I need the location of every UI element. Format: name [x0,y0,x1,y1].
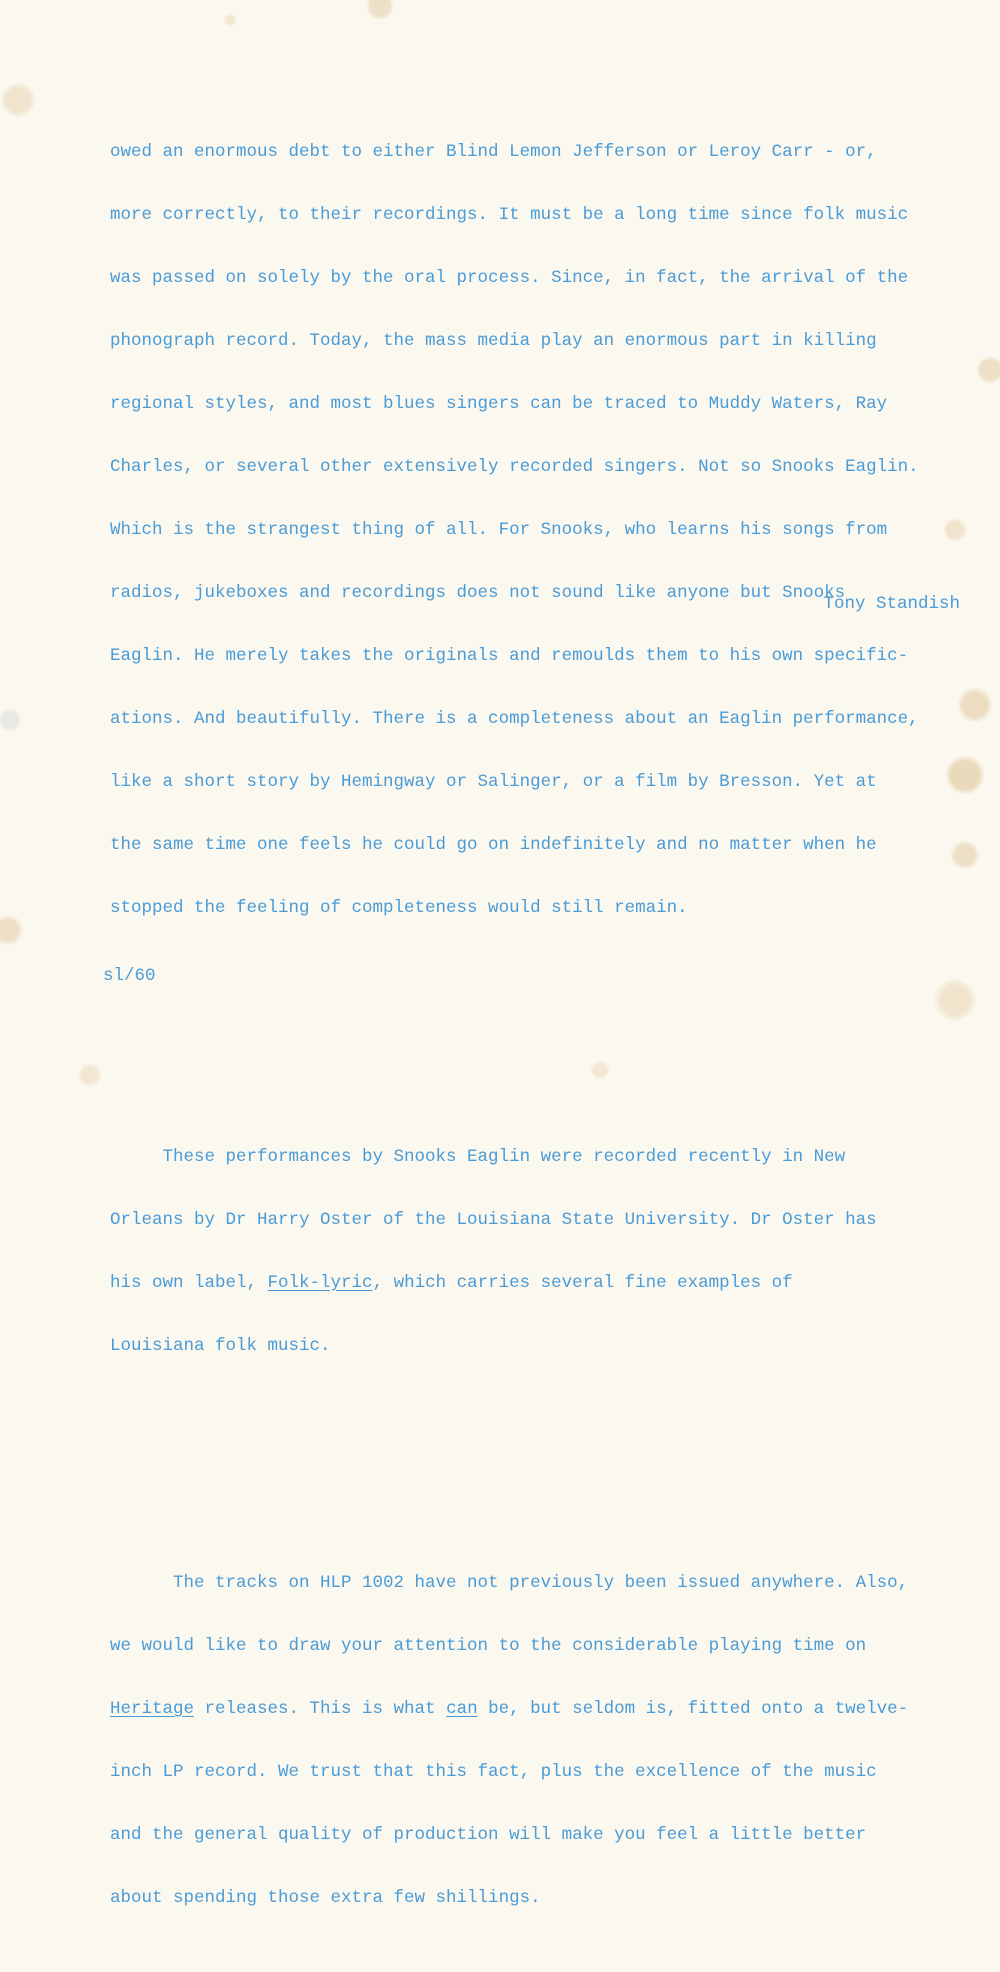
author-signature: Tony Standish [823,594,960,614]
text-line: inch LP record. We trust that this fact, plus the excellence of the music [110,1762,877,1782]
text-line: we would like to draw your attention to the considerable playing time on [110,1636,867,1656]
document-body [110,58,970,1972]
text-line: Louisiana folk music. [110,1336,331,1356]
text-line: stopped the feeling of completeness would still remain. [110,898,688,918]
reference-code: sl/60 [103,966,156,986]
text-line [110,1273,970,1294]
text-fragment: releases. This is what [194,1699,447,1719]
text-fragment: , which carries several fine examples of [372,1273,793,1293]
text-line: the same time one feels he could go on indefinitely and no matter when he [110,835,877,855]
text-line: more correctly, to their recordings. It must be a long time since folk music [110,205,909,225]
text-line: Charles, or several other extensively recorded singers. Not so Snooks Eaglin. [110,457,919,477]
text-line: ations. And beautifully. There is a completeness about an Eaglin performance, [110,709,919,729]
emphasis-can: can [446,1699,478,1719]
text-line: Orleans by Dr Harry Oster of the Louisiana State University. Dr Oster has [110,1210,877,1230]
text-line: The tracks on HLP 1002 have not previously been issued anywhere. Also, [110,1573,909,1593]
text-line: about spending those extra few shillings. [110,1888,541,1908]
text-line: and the general quality of production will make you feel a little better [110,1825,867,1845]
label-name-heritage: Heritage [110,1699,195,1719]
text-line: like a short story by Hemingway or Salinger, or a film by Bresson. Yet at [110,772,877,792]
text-line: Eaglin. He merely takes the originals and remoulds them to his own specific- [110,646,909,666]
text-fragment: his own label, [110,1273,268,1293]
text-line: owed an enormous debt to either Blind Lemon Jefferson or Leroy Carr - or, [110,142,877,162]
text-line: Which is the strangest thing of all. For Snooks, who learns his songs from [110,520,888,540]
paragraph-1 [110,100,970,961]
text-line: phonograph record. Today, the mass media play an enormous part in killing [110,331,877,351]
label-name-folk-lyric: Folk-lyric [267,1273,373,1293]
text-line [110,1699,970,1720]
text-line: These performances by Snooks Eaglin were recorded recently in New [110,1147,846,1167]
text-fragment: be, but seldom is, fitted onto a twelve- [477,1699,909,1719]
text-line: regional styles, and most blues singers can be traced to Muddy Waters, Ray [110,394,888,414]
text-line: radios, jukeboxes and recordings does not sound like anyone but Snooks [110,583,846,603]
paragraph-2 [110,1105,970,1399]
text-line: was passed on solely by the oral process. Since, in fact, the arrival of the [110,268,909,288]
paragraph-3 [110,1531,970,1951]
